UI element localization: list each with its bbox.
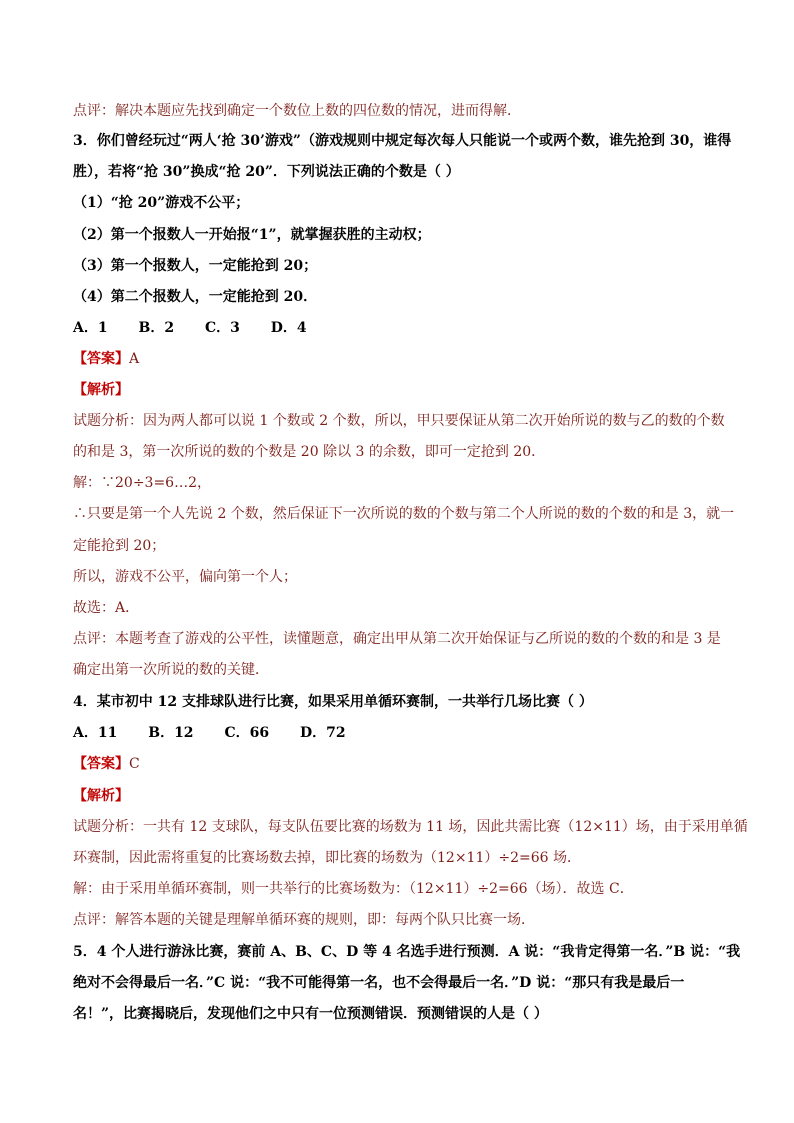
q4-option-b: B．12: [148, 725, 194, 741]
q3-item-4: （4）第二个报数人，一定能抢到 20．: [73, 289, 318, 305]
q3-item-1: （1）“抢 20”游戏不公平；: [73, 195, 250, 211]
q3-option-a: A．1: [73, 320, 108, 336]
q3-answer: A: [129, 351, 140, 367]
q4-answer-tag: 【答案】: [73, 756, 129, 772]
q3-stem-line2: 胜），若将“抢 30”换成“抢 20”．下列说法正确的个数是（ ）: [73, 164, 460, 180]
q3-item-3: （3）第一个报数人，一定能抢到 20；: [73, 258, 318, 274]
q3-answer-tag: 【答案】: [73, 351, 129, 367]
q3-analysis-3: 解：∵20÷3=6…2，: [73, 475, 211, 491]
q3-analysis-1: 试题分析：因为两人都可以说 1 个数或 2 个数，所以，甲只要保证从第二次开始所说的数与乙的数的个数: [73, 413, 725, 429]
q3-analysis-8: 点评：本题考查了游戏的公平性，读懂题意，确定出甲从第二次开始保证与乙所说的数的个数的和是 3 是: [73, 631, 721, 647]
q4-options: [73, 723, 372, 743]
q3-analysis-tag: 【解析】: [73, 382, 129, 398]
q3-analysis-7: 故选：A．: [73, 600, 140, 616]
q3-analysis-9: 确定出第一次所说的数的关键．: [73, 662, 269, 678]
q3-analysis-4: ∴只要是第一个人先说 2 个数，然后保证下一次所说的数的个数与第二个人所说的数的个数的和是 3，就一: [73, 506, 735, 522]
q4-option-c: C．66: [224, 725, 270, 741]
q3-option-d: D．4: [270, 320, 307, 336]
q4-analysis-4: 点评：解答本题的关键是理解单循环赛的规则，即：每两个队只比赛一场．: [73, 912, 535, 928]
q3-analysis-5: 定能抢到 20；: [73, 538, 166, 554]
q3-item-2: （2）第一个报数人一开始报“1”，就掌握获胜的主动权；: [73, 227, 431, 243]
q3-stem-line1: 3．你们曾经玩过“两人‘抢 30’游戏”（游戏规则中规定每次每人只能说一个或两个数，谁先抢到 30，谁得: [73, 133, 732, 149]
q4-analysis-tag: 【解析】: [73, 788, 129, 804]
q5-stem-line2: 绝对不会得最后一名．”C 说：“我不可能得第一名，也不会得最后一名．”D 说：“那只有我是最后一: [73, 975, 685, 991]
q5-stem-line1: 5．4 个人进行游泳比赛，赛前 A、B、C、D 等 4 名选手进行预测．A 说：“我肯定得第一名．”B 说：“我: [73, 944, 741, 960]
q4-stem: 4．某市初中 12 支排球队进行比赛，如果采用单循环赛制，一共举行几场比赛（ ）: [73, 694, 593, 710]
q3-options: [73, 318, 333, 338]
q3-answer-line: [73, 349, 139, 369]
q3-analysis-6: 所以，游戏不公平，偏向第一个人；: [73, 569, 297, 585]
prev-comment: 点评：解决本题应先找到确定一个数位上数的四位数的情况，进而得解．: [73, 103, 521, 119]
q4-analysis-1: 试题分析：一共有 12 支球队，每支队伍要比赛的场数为 11 场，因此共需比赛（12×11）场，由于采用单循: [73, 819, 748, 835]
q4-option-a: A．11: [73, 725, 118, 741]
q3-analysis-2: 的和是 3，第一次所说的数的个数是 20 除以 3 的余数，即可一定抢到 20．: [73, 444, 546, 460]
q4-answer-line: [73, 754, 140, 774]
q4-option-d: D．72: [299, 725, 346, 741]
q4-answer: C: [129, 756, 140, 772]
q4-analysis-2: 环赛制，因此需将重复的比赛场数去掉，即比赛的场数为（12×11）÷2=66 场．: [73, 850, 581, 866]
q3-option-b: B．2: [138, 320, 175, 336]
q3-option-c: C．3: [204, 320, 240, 336]
q5-stem-line3: 名！”，比赛揭晓后，发现他们之中只有一位预测错误．预测错误的人是（ ）: [73, 1006, 548, 1022]
q4-analysis-3: 解：由于采用单循环赛制，则一共举行的比赛场数为：（12×11）÷2=66（场）．故选 C．: [73, 881, 634, 897]
